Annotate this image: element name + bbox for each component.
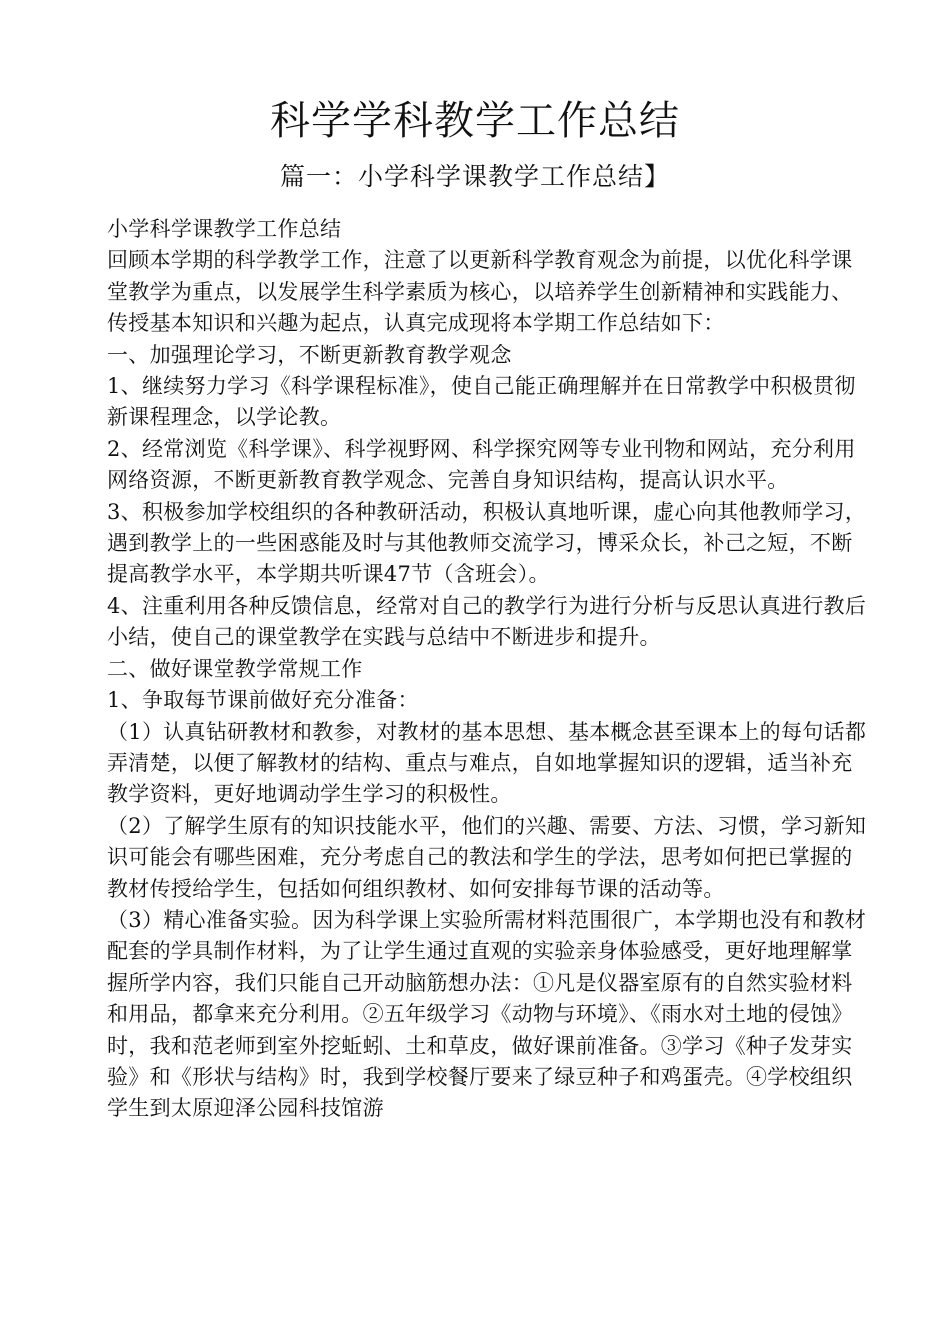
paragraph-heading-summary: 小学科学课教学工作总结 — [107, 217, 342, 241]
sub-item-2-1-3: （3）精心准备实验。因为科学课上实验所需材料范围很广，本学期也没有和教材配套的学具制作材料，为了让学生通过直观的实验亲身体验感受，更好地理解掌握所学内容，我们只能自己开动脑筋想办法：①凡是仪器室原有的自然实验材料和用品，都拿来充分利用。②五年级学习《动物与环境》、《雨水对土地的侵蚀》时，我和范老师到室外挖蚯蚓、土和草皮，做好课前准备。③学习《种子发芽实验》和《形状与结构》时，我到学校餐厅要来了绿豆种子和鸡蛋壳。④学校组织学生到太原迎泽公园科技馆游 — [107, 907, 867, 1121]
list-item-1-2: 2、经常浏览《科学课》、科学视野网、科学探究网等专业刊物和网站，充分利用网络资源，不断更新教育教学观念、完善自身知识结构，提高认识水平。 — [107, 436, 856, 493]
sub-item-2-1-2: （2）了解学生原有的知识技能水平，他们的兴趣、需要、方法、习惯，学习新知识可能会有哪些困难，充分考虑自己的教法和学生的学法，思考如何把已掌握的教材传授给学生，包括如何组织教材、如何安排每节课的活动等。 — [107, 813, 867, 901]
list-item-1-1: 1、继续努力学习《科学课程标准》，使自己能正确理解并在日常教学中积极贯彻新课程理念，以学论教。 — [107, 374, 856, 430]
document-body — [107, 214, 867, 1125]
list-item-1-3: 3、积极参加学校组织的各种教研活动，积极认真地听课，虚心向其他教师学习，遇到教学上的一些困惑能及时与其他教师交流学习，博采众长，补己之短，不断提高教学水平，本学期共听课47节（含班会）。 — [107, 499, 867, 587]
list-item-1-4: 4、注重利用各种反馈信息，经常对自己的教学行为进行分析与反思认真进行教后小结，使自己的课堂教学在实践与总结中不断进步和提升。 — [107, 593, 867, 650]
paragraph-intro: 回顾本学期的科学教学工作，注意了以更新科学教育观念为前提，以优化科学课堂教学为重点，以发展学生科学素质为核心，以培养学生创新精神和实践能力、传授基本知识和兴趣为起点，认真完成现将本学期工作总结如下： — [107, 248, 853, 336]
document-subtitle: 篇一：小学科学课教学工作总结】 — [279, 162, 670, 191]
section-heading-1: 一、加强理论学习，不断更新教育教学观念 — [107, 342, 512, 367]
document-title: 科学学科教学工作总结 — [270, 98, 680, 144]
sub-item-2-1-1: （1）认真钻研教材和教参，对教材的基本思想、基本概念甚至课本上的每句话都弄清楚，以便了解教材的结构、重点与难点，自如地掌握知识的逻辑，适当补充教学资料，更好地调动学生学习的积极性。 — [107, 719, 867, 807]
section-heading-2: 二、做好课堂教学常规工作 — [107, 656, 363, 681]
list-item-2-1: 1、争取每节课前做好充分准备： — [107, 688, 419, 713]
